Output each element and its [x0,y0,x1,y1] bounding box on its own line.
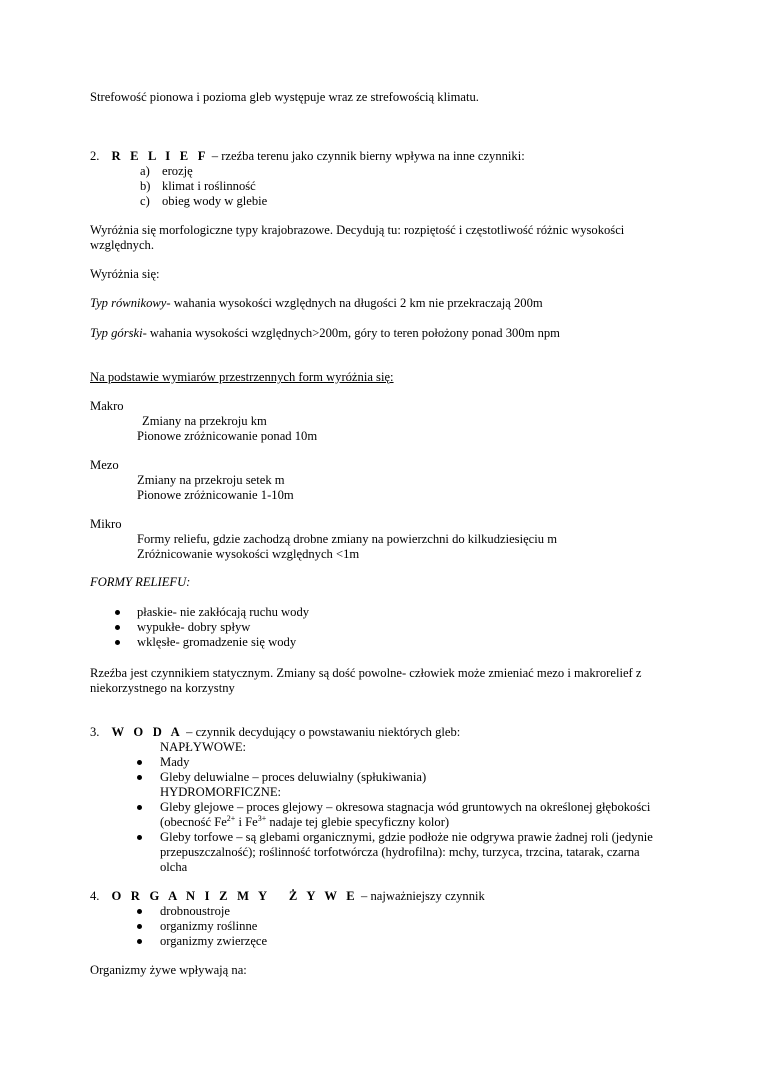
list-item-a-text: erozję [162,164,193,178]
section-4-heading [90,889,485,904]
paragraph-line: Wyróżnia się: [90,267,160,281]
makro-line-2: Pionowe zróżnicowanie ponad 10m [137,429,318,443]
dimensions-heading: Na podstawie wymiarów przestrzennych form wyróżnia się: [90,370,394,384]
form-item: wklęsłe- gromadzenie się wody [137,635,297,649]
section-3-title: W O D A [111,725,183,739]
organism-item: organizmy zwierzęce [160,934,268,948]
bullet-icon [115,625,120,630]
water-item: Mady [160,755,190,769]
makro-line-1: Zmiany na przekroju km [142,414,267,428]
mezo-line-2: Pionowe zróżnicowanie 1-10m [137,488,294,502]
naplywowe-label: NAPŁYWOWE: [160,740,247,754]
list-item-c: c) [140,194,150,208]
type-mountain: Typ górski- wahania wysokości względnych>200m, góry to teren położony ponad 300m npm [90,326,560,340]
water-item: Gleby glejowe – proces glejowy – okresowa stagnacja wód gruntowych na określonej głębokości [160,800,651,814]
section-2-title: R E L I E F [111,149,209,163]
list-item-a: a) [140,164,150,178]
list-item-b-text: klimat i roślinność [162,179,256,193]
list-item-c-text: obieg wody w glebie [162,194,268,208]
bullet-icon [137,805,142,810]
bullet-icon [137,775,142,780]
section-2-number: 2. [90,149,100,163]
water-item-cont: przepuszczalność); roślinność torfotwórcza (hydrofilna): mchy, turzyca, trzcina, tatarak, czarna [160,845,640,859]
section-2-heading [90,149,525,164]
forms-title: FORMY RELIEFU: [90,575,191,589]
paragraph-line: Rzeźba jest czynnikiem statycznym. Zmiany są dość powolne- człowiek może zmieniać mezo i makrorelief z [90,666,642,680]
form-item: wypukłe- dobry spływ [137,620,251,634]
bullet-icon [137,924,142,929]
paragraph-line: niekorzystnego na korzystny [90,681,235,695]
intro-paragraph: Strefowość pionowa i pozioma gleb występuje wraz ze strefowością klimatu. [90,90,479,104]
bullet-icon [115,610,120,615]
mikro-line-1: Formy reliefu, gdzie zachodzą drobne zmiany na powierzchni do kilkudziesięciu m [137,532,557,546]
section-4-number: 4. [90,889,100,903]
paragraph-line: względnych. [90,238,154,252]
bullet-icon [137,939,142,944]
type-equatorial: Typ równikowy- wahania wysokości względnych na długości 2 km nie przekraczają 200m [90,296,543,310]
section-4-title: O R G A N I Z M Y Ż Y W E [111,889,358,903]
list-item-b: b) [140,179,151,193]
bullet-icon [115,640,120,645]
bullet-icon [137,760,142,765]
organism-item: drobnoustroje [160,904,230,918]
water-item: Gleby deluwialne – proces deluwialny (spłukiwania) [160,770,427,784]
section-3-title-rest: – czynnik decydujący o powstawaniu niektórych gleb: [182,725,461,739]
bullet-icon [137,835,142,840]
section-3-number: 3. [90,725,100,739]
organism-item: organizmy roślinne [160,919,258,933]
mezo-line-1: Zmiany na przekroju setek m [137,473,285,487]
mezo-label: Mezo [90,458,119,472]
water-item-cont: olcha [160,860,188,874]
water-item: Gleby torfowe – są glebami organicznymi, gdzie podłoże nie odgrywa prawie żadnej roli (jedynie [160,830,653,844]
bullet-icon [137,909,142,914]
paragraph-line: Organizmy żywe wpływają na: [90,963,247,977]
section-2-title-rest: – rzeźba terenu jako czynnik bierny wpływa na inne czynniki: [208,149,525,163]
section-4-title-rest: – najważniejszy czynnik [357,889,485,903]
section-3-heading [90,725,460,740]
makro-label: Makro [90,399,124,413]
form-item: płaskie- nie zakłócają ruchu wody [137,605,310,619]
mikro-label: Mikro [90,517,122,531]
water-item-cont: (obecność $Fe^{2+}$ i $Fe^{3+}$ nadaje tej glebie specyficzny kolor) [160,814,450,829]
mikro-line-2: Zróżnicowanie wysokości względnych <1m [137,547,360,561]
hydro-label: HYDROMORFICZNE: [160,785,282,799]
paragraph-line: Wyróżnia się morfologiczne typy krajobrazowe. Decydują tu: rozpiętość i częstotliwość różnic wysokości [90,223,625,237]
